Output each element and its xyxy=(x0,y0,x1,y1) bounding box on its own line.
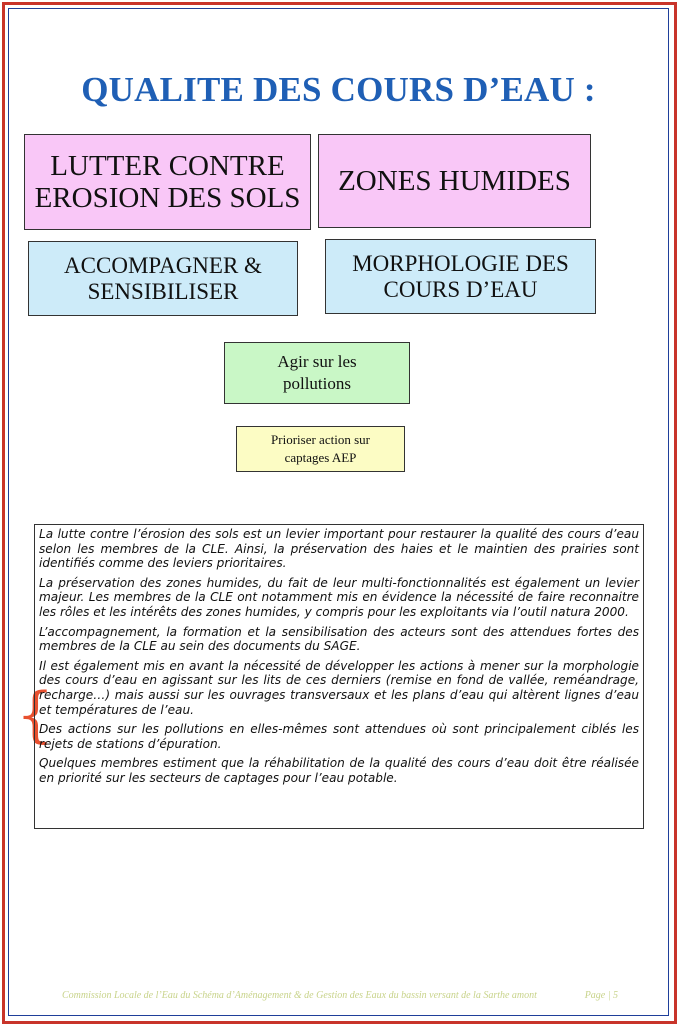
box-zones-humides xyxy=(318,134,591,228)
paragraph-captages: Quelques membres estiment que la réhabilitation de la qualité des cours d’eau doit être réalisée en priorité sur les secteurs de captages pour l’eau potable. xyxy=(39,756,639,785)
box-pollutions-line1: Agir sur les xyxy=(277,351,357,371)
box-captages-line2: captages AEP xyxy=(284,450,357,465)
box-morphologie xyxy=(325,239,596,314)
box-zones-humides-label: ZONES HUMIDES xyxy=(338,164,571,197)
curly-brace-icon: { xyxy=(16,680,55,750)
box-captages-line1: Prioriser action sur xyxy=(271,432,370,448)
paragraph-accompagnement: L’accompagnement, la formation et la sensibilisation des acteurs sont des attendues fortes des membres de la CLE au sein des documents du SAGE. xyxy=(39,624,639,654)
summary-text-box xyxy=(34,524,644,829)
box-pollutions-line2: pollutions xyxy=(282,374,351,393)
box-erosion-line1: LUTTER CONTRE xyxy=(50,149,285,182)
paragraph-erosion: La lutte contre l’érosion des sols est un levier important pour restaurer la qualité des cours d’eau selon les membres de la CLE. Ainsi, la préservation des haies et le maintien des prairies sont identifiés comme des leviers prioritaires. xyxy=(39,527,639,571)
page-number: Page | 5 xyxy=(584,990,618,1001)
box-captages xyxy=(236,426,405,472)
footer-text: Commission Locale de l’Eau du Schéma d’Aménagement & de Gestion des Eaux du bassin versant de la Sarthe amont xyxy=(62,990,537,1001)
page-footer xyxy=(62,990,618,1001)
box-accompagner xyxy=(28,241,298,316)
box-morphologie-line2: COURS D’EAU xyxy=(383,276,538,302)
box-erosion xyxy=(24,134,311,230)
paragraph-zones-humides: La préservation des zones humides, du fait de leur multi-fonctionnalités est également un levier majeur. Les membres de la CLE ont notamment mis en évidence la nécessité de faire reconnaitre les rôles et les intérêts des zones humides, y compris pour les exploitants via l’outil natura 2000. xyxy=(39,575,639,619)
box-accompagner-line1: ACCOMPAGNER & xyxy=(64,252,262,278)
box-accompagner-line2: SENSIBILISER xyxy=(87,278,239,304)
page-title: QUALITE DES COURS D’EAU : xyxy=(81,70,596,109)
paragraph-pollutions: Des actions sur les pollutions en elles-mêmes sont attendues où sont principalement ciblés les rejets de stations d’épuration. xyxy=(39,722,639,751)
box-erosion-line2: EROSION DES SOLS xyxy=(34,182,301,214)
paragraph-morphologie: Il est également mis en avant la nécessité de développer les actions à mener sur la morphologie des cours d’eau en agissant sur les lits de ces derniers (remise en fond de vallée, reméandrage, recharge…) mais aussi sur les ouvrages transversaux et les plans d’eau qui altèrent lignes d’eau et températures de l’eau. xyxy=(39,658,639,717)
box-pollutions xyxy=(224,342,410,404)
box-morphologie-line1: MORPHOLOGIE DES xyxy=(352,250,569,276)
